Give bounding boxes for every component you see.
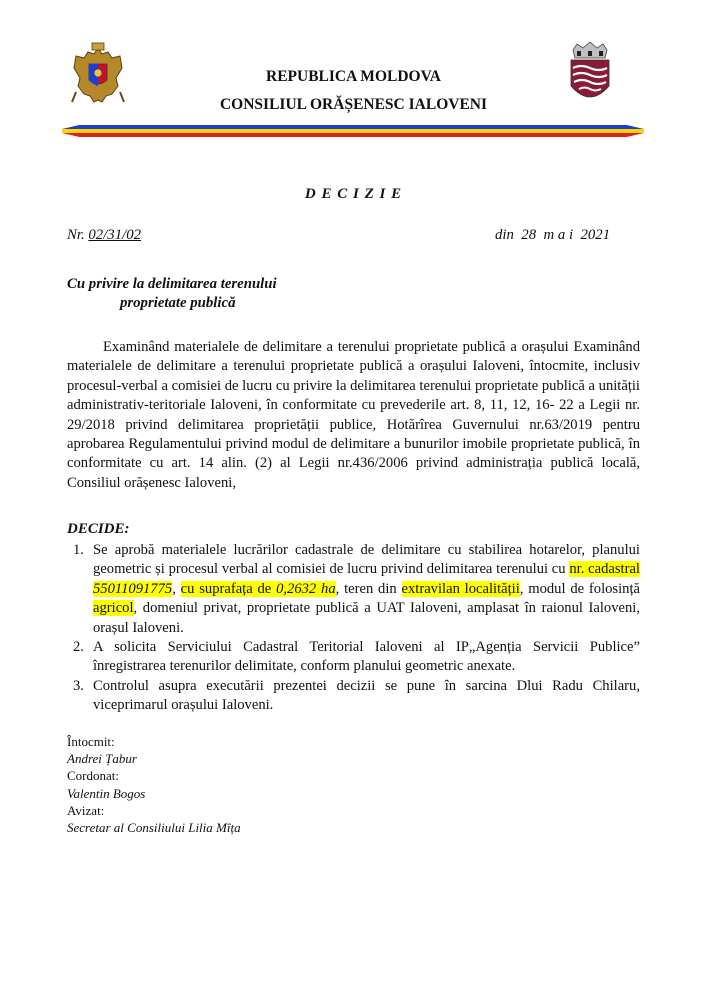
item-text: Controlul asupra executării prezentei decizii se pune în sarcina Dlui Radu Chilaru, viceprimarul orașului Ialoveni. [93,677,640,714]
decide-label: DECIDE: [67,521,130,537]
highlight-area-value: 0,2632 ha [276,580,336,597]
number-value: 02/31/02 [88,227,142,243]
approved-label: Avizat: [67,802,105,818]
highlight-use-mode: agricol [93,600,134,617]
number-prefix: Nr. [67,227,89,243]
decision-items [67,541,640,716]
item-text: Se aprobă materialele lucrărilor cadastrale de delimitare cu stabilirea hotarelor, planului geometric și procesul verbal al comisiei de lucru privind delimitarea terenului cu [93,542,640,578]
decision-item-1 [67,541,640,638]
header-stripe-yellow [62,129,644,133]
preamble-paragraph: Examinând materialele de delimitare a terenului proprietate publică a orașului Examinând materialele de delimitare a terenului proprietate publică a orașului Ialoveni, întocmite, inclusiv procesul-verbal a comisiei de lucru cu privire la delimitarea terenului proprietate publică a unității administrativ-teritoriale Ialoveni, în conformitate cu prevederile art. 8, 11, 12, 16- 22 a Legii nr. 29/2018 privind delimitarea proprietății publice, Hotărîrea Guvernului nr.63/2019 pentru aprobarea Regulamentului privind modul de delimitare a bunurilor imobile proprietate publică, în conformitate cu art. 14 alin. (2) al Legii nr.436/2006 privind administrația publică locală, Consiliul orășenesc Ialoveni, [67,339,640,491]
decision-number [67,227,141,244]
decision-item-3 [67,677,640,716]
subject-line-1: Cu privire la delimitarea terenului [67,276,277,292]
highlight-cadastral-label: nr. cadastral [569,561,640,578]
highlight-area-label: cu suprafața de [180,580,277,597]
signature-block [67,733,241,836]
highlight-cadastral-number: 55011091775 [93,580,173,597]
item-text: A solicita Serviciului Cadastral Teritorial Ialoveni al IP„Agenția Servicii Publice” înregistrarea terenurilor delimitate, conform planului geometric anexate. [93,639,640,675]
coordinated-name: Valentin Bogos [67,785,146,801]
item-text: , domeniul privat, proprietate publică a UAT Ialoveni, amplasat în raionul Ialoveni, orașul Ialoveni. [93,600,640,636]
decision-date: din 28 m a i 2021 [495,227,611,243]
decision-item-2 [67,638,640,677]
document-title: D E C I Z I E [304,186,403,202]
header-stripe-red [62,133,644,137]
item-number: 3. [73,677,84,694]
coordinated-label: Cordonat: [67,768,119,784]
item-number: 2. [73,639,84,656]
prepared-by-name: Andrei Țabur [67,751,137,767]
item-text: , modul de folosință [519,580,640,597]
highlight-extravilan: extravilan localității [401,580,520,597]
item-number: 1. [73,542,84,558]
subject-line-2: proprietate publică [120,295,236,311]
council-name: CONSILIUL ORĂȘENESC IALOVENI [219,96,488,113]
item-text: , [172,580,181,597]
item-text: , teren din [335,580,402,597]
approved-name: Secretar al Consiliului Lilia Mîța [67,820,241,836]
country-name: REPUBLICA MOLDOVA [266,68,441,85]
prepared-by-label: Întocmit: [67,734,115,749]
